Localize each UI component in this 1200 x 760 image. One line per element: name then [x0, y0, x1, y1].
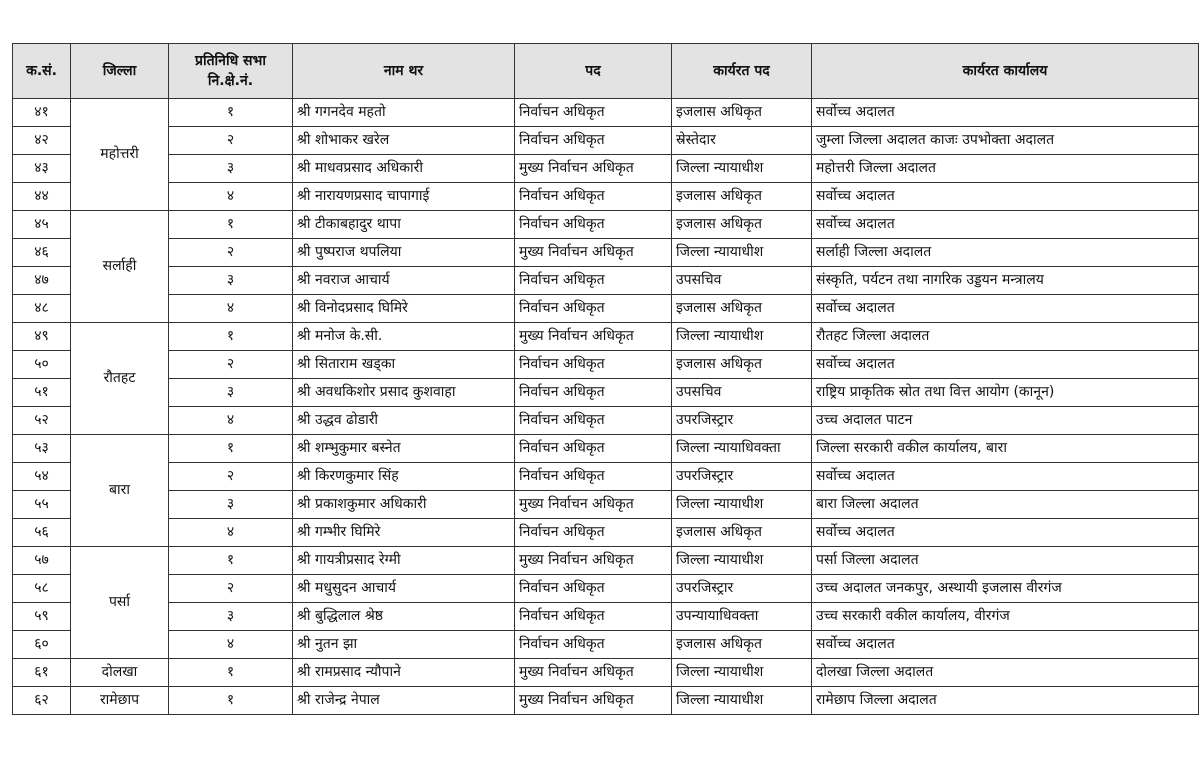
working-post-cell: इजलास अधिकृत: [672, 99, 812, 127]
table-row: [13, 127, 1199, 155]
working-office-cell: राष्ट्रिय प्राकृतिक स्रोत तथा वित्त आयोग (कानून): [812, 379, 1199, 407]
header-working-post: कार्यरत पद: [672, 44, 812, 99]
working-office-cell: सर्वोच्च अदालत: [812, 183, 1199, 211]
constituency-number-cell: २: [169, 127, 293, 155]
serial-number-cell: ६०: [13, 631, 71, 659]
constituency-number-cell: २: [169, 351, 293, 379]
officer-name-cell: श्री प्रकाशकुमार अधिकारी: [293, 491, 515, 519]
district-cell: दोलखा: [71, 659, 169, 687]
constituency-number-cell: ३: [169, 491, 293, 519]
officer-name-cell: श्री सिताराम खड्का: [293, 351, 515, 379]
working-post-cell: जिल्ला न्यायाधीश: [672, 687, 812, 715]
constituency-number-cell: ४: [169, 183, 293, 211]
constituency-number-cell: १: [169, 687, 293, 715]
working-office-cell: सर्वोच्च अदालत: [812, 631, 1199, 659]
election-post-cell: निर्वाचन अधिकृत: [515, 463, 672, 491]
table-row: [13, 519, 1199, 547]
officer-name-cell: श्री गायत्रीप्रसाद रेग्मी: [293, 547, 515, 575]
table-row: [13, 379, 1199, 407]
constituency-number-cell: ३: [169, 379, 293, 407]
election-post-cell: मुख्य निर्वाचन अधिकृत: [515, 239, 672, 267]
serial-number-cell: ५८: [13, 575, 71, 603]
officer-name-cell: श्री टीकाबहादुर थापा: [293, 211, 515, 239]
serial-number-cell: ५५: [13, 491, 71, 519]
district-cell: पर्सा: [71, 547, 169, 659]
district-cell: बारा: [71, 435, 169, 547]
working-office-cell: रौतहट जिल्ला अदालत: [812, 323, 1199, 351]
election-post-cell: मुख्य निर्वाचन अधिकृत: [515, 323, 672, 351]
header-post: पद: [515, 44, 672, 99]
working-office-cell: सर्वोच्च अदालत: [812, 351, 1199, 379]
election-post-cell: मुख्य निर्वाचन अधिकृत: [515, 687, 672, 715]
election-post-cell: निर्वाचन अधिकृत: [515, 211, 672, 239]
constituency-number-cell: ३: [169, 267, 293, 295]
election-post-cell: निर्वाचन अधिकृत: [515, 127, 672, 155]
serial-number-cell: ४८: [13, 295, 71, 323]
officer-name-cell: श्री नुतन झा: [293, 631, 515, 659]
constituency-number-cell: ४: [169, 519, 293, 547]
election-post-cell: मुख्य निर्वाचन अधिकृत: [515, 491, 672, 519]
header-constituency: [169, 44, 293, 99]
header-sn: क.सं.: [13, 44, 71, 99]
working-post-cell: उपसचिव: [672, 379, 812, 407]
constituency-number-cell: १: [169, 659, 293, 687]
election-post-cell: निर्वाचन अधिकृत: [515, 407, 672, 435]
serial-number-cell: ५९: [13, 603, 71, 631]
table-row: [13, 323, 1199, 351]
serial-number-cell: ५४: [13, 463, 71, 491]
table-row: [13, 351, 1199, 379]
table-row: [13, 211, 1199, 239]
header-constituency-line2: नि.क्षे.नं.: [207, 73, 254, 89]
table-row: [13, 659, 1199, 687]
serial-number-cell: ४५: [13, 211, 71, 239]
table-row: [13, 491, 1199, 519]
table-row: [13, 603, 1199, 631]
serial-number-cell: ५६: [13, 519, 71, 547]
district-cell: सर्लाही: [71, 211, 169, 323]
table-row: [13, 463, 1199, 491]
officer-name-cell: श्री किरणकुमार सिंह: [293, 463, 515, 491]
working-office-cell: दोलखा जिल्ला अदालत: [812, 659, 1199, 687]
working-office-cell: बारा जिल्ला अदालत: [812, 491, 1199, 519]
serial-number-cell: ५७: [13, 547, 71, 575]
officer-name-cell: श्री अवधकिशोर प्रसाद कुशवाहा: [293, 379, 515, 407]
serial-number-cell: ४१: [13, 99, 71, 127]
serial-number-cell: ४९: [13, 323, 71, 351]
working-office-cell: सर्वोच्च अदालत: [812, 99, 1199, 127]
header-row: [13, 44, 1199, 99]
election-post-cell: निर्वाचन अधिकृत: [515, 351, 672, 379]
officer-name-cell: श्री शोभाकर खरेल: [293, 127, 515, 155]
officer-name-cell: श्री गगनदेव महतो: [293, 99, 515, 127]
constituency-number-cell: ४: [169, 407, 293, 435]
officer-name-cell: श्री नारायणप्रसाद चापागाई: [293, 183, 515, 211]
header-name: नाम थर: [293, 44, 515, 99]
officer-name-cell: श्री गम्भीर घिमिरे: [293, 519, 515, 547]
serial-number-cell: ४३: [13, 155, 71, 183]
officer-name-cell: श्री रामप्रसाद न्यौपाने: [293, 659, 515, 687]
working-post-cell: इजलास अधिकृत: [672, 351, 812, 379]
serial-number-cell: ५०: [13, 351, 71, 379]
working-post-cell: इजलास अधिकृत: [672, 519, 812, 547]
officer-name-cell: श्री राजेन्द्र नेपाल: [293, 687, 515, 715]
working-post-cell: उपसचिव: [672, 267, 812, 295]
table-row: [13, 99, 1199, 127]
table-body: [13, 99, 1199, 715]
election-post-cell: निर्वाचन अधिकृत: [515, 99, 672, 127]
working-post-cell: इजलास अधिकृत: [672, 631, 812, 659]
officer-name-cell: श्री बुद्धिलाल श्रेष्ठ: [293, 603, 515, 631]
table-row: [13, 295, 1199, 323]
election-post-cell: निर्वाचन अधिकृत: [515, 603, 672, 631]
constituency-number-cell: १: [169, 99, 293, 127]
table-row: [13, 183, 1199, 211]
working-post-cell: उपरजिस्ट्रार: [672, 463, 812, 491]
election-post-cell: निर्वाचन अधिकृत: [515, 267, 672, 295]
serial-number-cell: ५१: [13, 379, 71, 407]
working-post-cell: जिल्ला न्यायाधीश: [672, 323, 812, 351]
election-officers-table: [12, 43, 1199, 715]
table-row: [13, 407, 1199, 435]
working-post-cell: उपरजिस्ट्रार: [672, 575, 812, 603]
working-post-cell: इजलास अधिकृत: [672, 211, 812, 239]
working-office-cell: रामेछाप जिल्ला अदालत: [812, 687, 1199, 715]
working-post-cell: जिल्ला न्यायाधिवक्ता: [672, 435, 812, 463]
working-post-cell: जिल्ला न्यायाधीश: [672, 239, 812, 267]
election-post-cell: निर्वाचन अधिकृत: [515, 435, 672, 463]
constituency-number-cell: १: [169, 435, 293, 463]
election-post-cell: मुख्य निर्वाचन अधिकृत: [515, 659, 672, 687]
district-cell: महोत्तरी: [71, 99, 169, 211]
officer-name-cell: श्री उद्धव ढोडारी: [293, 407, 515, 435]
election-post-cell: निर्वाचन अधिकृत: [515, 295, 672, 323]
working-post-cell: जिल्ला न्यायाधीश: [672, 659, 812, 687]
election-post-cell: मुख्य निर्वाचन अधिकृत: [515, 155, 672, 183]
constituency-number-cell: १: [169, 211, 293, 239]
working-office-cell: पर्सा जिल्ला अदालत: [812, 547, 1199, 575]
serial-number-cell: ४४: [13, 183, 71, 211]
officer-name-cell: श्री नवराज आचार्य: [293, 267, 515, 295]
working-office-cell: सर्वोच्च अदालत: [812, 295, 1199, 323]
district-cell: रामेछाप: [71, 687, 169, 715]
serial-number-cell: ५२: [13, 407, 71, 435]
officer-name-cell: श्री विनोदप्रसाद घिमिरे: [293, 295, 515, 323]
election-post-cell: निर्वाचन अधिकृत: [515, 379, 672, 407]
serial-number-cell: ४६: [13, 239, 71, 267]
working-post-cell: जिल्ला न्यायाधीश: [672, 547, 812, 575]
district-cell: रौतहट: [71, 323, 169, 435]
serial-number-cell: ४२: [13, 127, 71, 155]
constituency-number-cell: १: [169, 323, 293, 351]
table-row: [13, 267, 1199, 295]
header-working-office: कार्यरत कार्यालय: [812, 44, 1199, 99]
officer-name-cell: श्री पुष्पराज थपलिया: [293, 239, 515, 267]
working-office-cell: महोत्तरी जिल्ला अदालत: [812, 155, 1199, 183]
header-constituency-line1: प्रतिनिधि सभा: [194, 53, 266, 69]
working-post-cell: इजलास अधिकृत: [672, 183, 812, 211]
serial-number-cell: ६२: [13, 687, 71, 715]
table-row: [13, 575, 1199, 603]
constituency-number-cell: २: [169, 575, 293, 603]
working-post-cell: इजलास अधिकृत: [672, 295, 812, 323]
serial-number-cell: ६१: [13, 659, 71, 687]
working-post-cell: उपरजिस्ट्रार: [672, 407, 812, 435]
table-row: [13, 435, 1199, 463]
constituency-number-cell: ४: [169, 295, 293, 323]
working-office-cell: सर्लाही जिल्ला अदालत: [812, 239, 1199, 267]
table-row: [13, 155, 1199, 183]
election-post-cell: निर्वाचन अधिकृत: [515, 575, 672, 603]
officer-name-cell: श्री मनोज के.सी.: [293, 323, 515, 351]
working-office-cell: उच्च अदालत पाटन: [812, 407, 1199, 435]
working-post-cell: स्रेस्तेदार: [672, 127, 812, 155]
table-row: [13, 687, 1199, 715]
working-post-cell: जिल्ला न्यायाधीश: [672, 155, 812, 183]
table-row: [13, 631, 1199, 659]
working-office-cell: संस्कृति, पर्यटन तथा नागरिक उड्डयन मन्त्रालय: [812, 267, 1199, 295]
working-post-cell: उपन्यायाधिवक्ता: [672, 603, 812, 631]
constituency-number-cell: ४: [169, 631, 293, 659]
table-row: [13, 239, 1199, 267]
constituency-number-cell: ३: [169, 603, 293, 631]
working-post-cell: जिल्ला न्यायाधीश: [672, 491, 812, 519]
officer-name-cell: श्री माधवप्रसाद अधिकारी: [293, 155, 515, 183]
election-post-cell: निर्वाचन अधिकृत: [515, 631, 672, 659]
working-office-cell: सर्वोच्च अदालत: [812, 463, 1199, 491]
working-office-cell: जिल्ला सरकारी वकील कार्यालय, बारा: [812, 435, 1199, 463]
working-office-cell: जुम्ला जिल्ला अदालत काजः उपभोक्ता अदालत: [812, 127, 1199, 155]
serial-number-cell: ४७: [13, 267, 71, 295]
working-office-cell: उच्च अदालत जनकपुर, अस्थायी इजलास वीरगंज: [812, 575, 1199, 603]
working-office-cell: सर्वोच्च अदालत: [812, 519, 1199, 547]
header-district: जिल्ला: [71, 44, 169, 99]
election-post-cell: निर्वाचन अधिकृत: [515, 519, 672, 547]
constituency-number-cell: १: [169, 547, 293, 575]
working-office-cell: उच्च सरकारी वकील कार्यालय, वीरगंज: [812, 603, 1199, 631]
constituency-number-cell: २: [169, 463, 293, 491]
officer-name-cell: श्री शम्भुकुमार बस्नेत: [293, 435, 515, 463]
election-post-cell: मुख्य निर्वाचन अधिकृत: [515, 547, 672, 575]
constituency-number-cell: २: [169, 239, 293, 267]
officials-sheet: [12, 43, 1199, 715]
working-office-cell: सर्वोच्च अदालत: [812, 211, 1199, 239]
constituency-number-cell: ३: [169, 155, 293, 183]
serial-number-cell: ५३: [13, 435, 71, 463]
table-row: [13, 547, 1199, 575]
election-post-cell: निर्वाचन अधिकृत: [515, 183, 672, 211]
officer-name-cell: श्री मधुसुदन आचार्य: [293, 575, 515, 603]
